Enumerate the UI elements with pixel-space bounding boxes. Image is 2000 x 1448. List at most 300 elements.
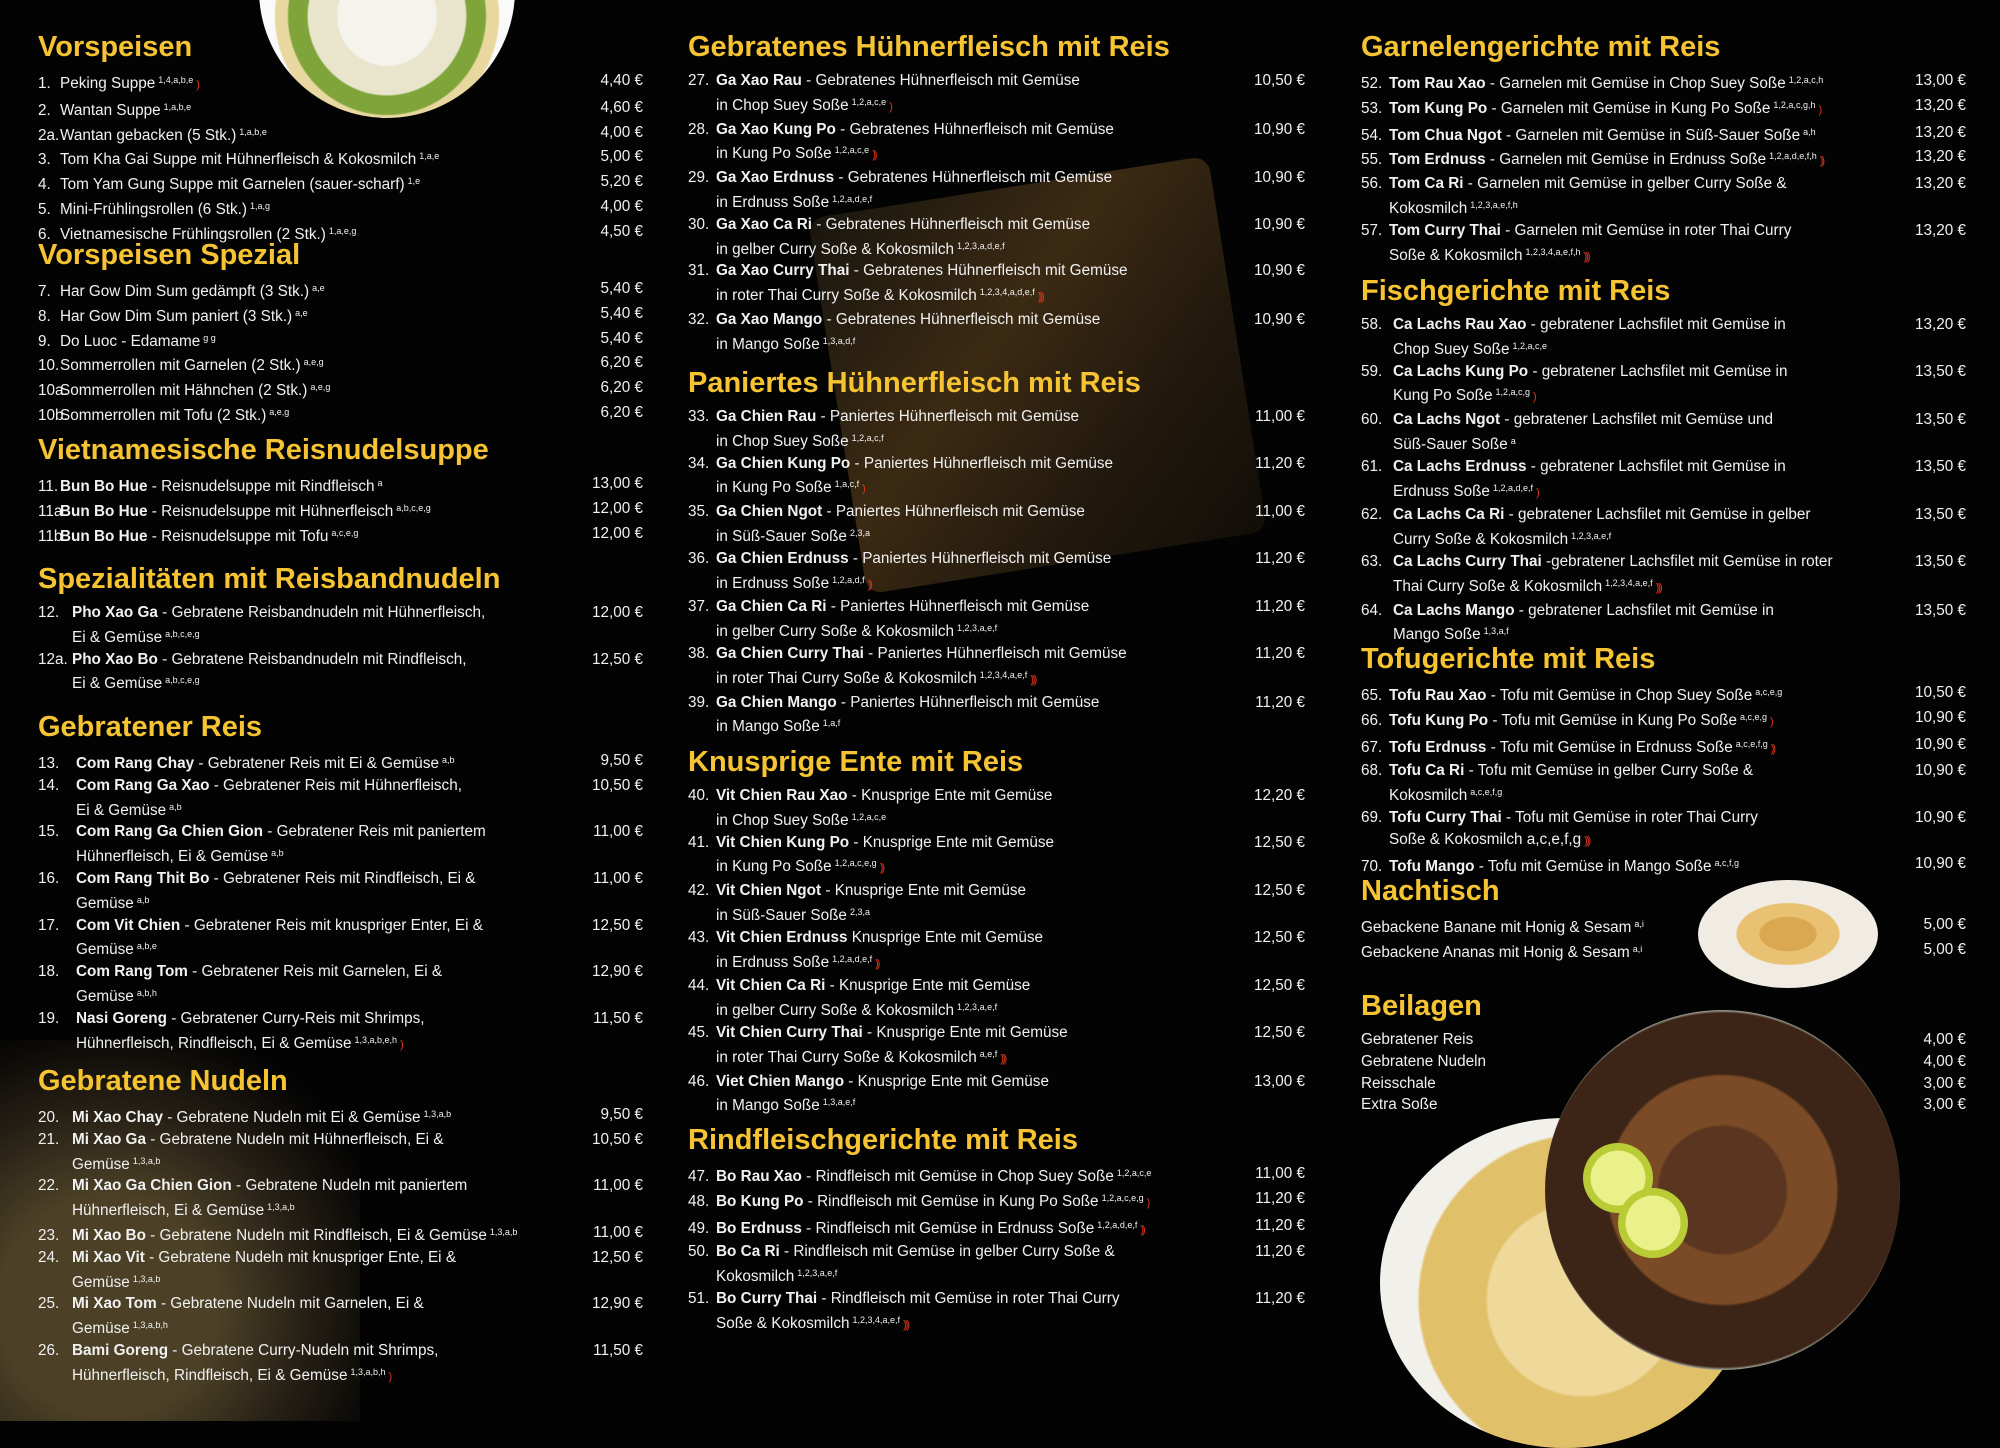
menu-item-list <box>1361 70 1966 268</box>
dish-name: Com Vit Chien <box>76 916 181 934</box>
item-price: 11,00 € <box>1255 408 1305 425</box>
dish-name: Pho Xao Ga <box>72 604 158 621</box>
menu-item-list <box>38 70 643 246</box>
dish-name: Ga Chien Erdnuss <box>716 549 849 567</box>
dish-description: Sommerrollen mit Hähnchen (2 Stk.) <box>60 382 308 400</box>
item-number: 63. <box>1361 552 1383 570</box>
item-price: 4,60 € <box>600 98 643 116</box>
menu-item <box>1361 314 1966 361</box>
item-price: 10,90 € <box>1914 708 1966 726</box>
menu-item-list <box>38 602 643 695</box>
dish-name: Mi Xao Tom <box>72 1295 157 1313</box>
item-price: 5,20 € <box>600 173 643 191</box>
menu-item <box>1361 551 1966 600</box>
allergen-codes: 1,3,a,b <box>423 1109 452 1119</box>
dish-description: - gebratener Lachsfilet mit Gemüse in gelber <box>1504 506 1811 524</box>
dish-description: - Gebratene Nudeln mit Rindfleisch, Ei & Gemüse <box>145 1226 487 1244</box>
menu-item <box>688 927 1305 976</box>
dish-description: Do Luoc - Edamame <box>60 332 201 350</box>
item-number: 46. <box>688 1072 710 1090</box>
item-price: 11,00 € <box>593 869 643 887</box>
menu-item-list <box>1361 314 1966 646</box>
item-price: 5,40 € <box>600 304 643 322</box>
chili-pepper-icon: ) <box>196 79 198 91</box>
dish-description: - gebratener Lachsfilet mit Gemüse und <box>1500 411 1774 429</box>
menu-item <box>38 1104 643 1129</box>
item-number: 1. <box>38 75 51 92</box>
dish-name: Ca Lachs Ngot <box>1393 411 1501 429</box>
dish-description-line-2: Kokosmilch <box>716 1268 795 1286</box>
chili-pepper-icon: ) <box>1770 715 1772 728</box>
dish-description-continued <box>1361 782 1878 807</box>
item-price: 12,20 € <box>1253 787 1305 804</box>
dish-name: Vit Chien Kung Po <box>716 833 850 851</box>
dish-description-line-2: in Kung Po Soße <box>716 858 832 876</box>
section-title: Garnelengerichte mit Reis <box>1361 31 1721 63</box>
dish-name: Pho Xao Bo <box>72 650 158 668</box>
dish-description-line-2: Ei & Gemüse <box>72 628 163 646</box>
dish-name: Ga Chien Mango <box>716 693 837 711</box>
dish-name: Ga Xao Erdnuss <box>716 169 835 187</box>
menu-item <box>1361 456 1966 505</box>
dish-name: Vit Chien Rau Xao <box>716 787 848 804</box>
menu-item <box>1361 1029 1966 1051</box>
dish-name: Ga Chien Ngot <box>716 503 823 521</box>
item-number: 66. <box>1361 711 1383 729</box>
chili-pepper-icon: ) <box>862 483 864 496</box>
dish-description-continued <box>1361 336 1878 361</box>
allergen-codes: a,i <box>1632 943 1643 954</box>
item-number: 38. <box>688 644 710 662</box>
dish-name: Ca Lachs Kung Po <box>1393 362 1529 380</box>
menu-item <box>1361 220 1966 269</box>
item-price: 13,20 € <box>1914 316 1966 333</box>
dish-description-line-2: Kung Po Soße <box>1393 387 1493 405</box>
item-price: 12,50 € <box>1253 928 1305 946</box>
dish-description-continued <box>1361 242 1878 269</box>
dish-name: Ca Lachs Erdnuss <box>1393 457 1527 475</box>
dish-description: - Gebratene Reisbandnudeln mit Rindfleisch, <box>157 650 467 668</box>
allergen-codes: 1,2,a,d,e,f,h <box>1769 151 1817 162</box>
dish-description: - Knusprige Ente mit Gemüse <box>825 977 1031 995</box>
allergen-codes: 1,2,a,c,g,h <box>1773 99 1816 110</box>
item-price: 13,50 € <box>1914 601 1966 619</box>
item-price: 4,50 € <box>600 222 643 240</box>
dish-description: Vietnamesische Frühlingsrollen (2 Stk.) <box>60 225 326 243</box>
dish-description-continued <box>688 665 1217 692</box>
item-number: 12. <box>38 604 60 621</box>
dish-description: - Rindfleisch mit Gemüse in roter Thai Curry <box>817 1289 1120 1307</box>
dish-description-continued <box>688 902 1217 927</box>
chili-pepper-icon: ))) <box>903 1318 909 1331</box>
dish-description: - Gebratene Nudeln mit Garnelen, Ei & <box>156 1295 424 1313</box>
item-number: 41. <box>688 833 710 851</box>
dish-description-continued <box>1361 431 1878 456</box>
dish-description: - Gebratener Reis mit Hühnerfleisch, <box>209 776 462 794</box>
dish-description-line-2: Soße & Kokosmilch a,c,e,f,g <box>1389 830 1582 848</box>
menu-item <box>688 692 1305 739</box>
item-number: 30. <box>688 215 710 233</box>
dish-description: - Gebratener Reis mit knuspriger Enter, Ei & <box>180 916 483 934</box>
menu-item-list <box>38 473 643 547</box>
menu-item <box>1361 70 1966 95</box>
section-title: Tofugerichte mit Reis <box>1361 643 1656 675</box>
menu-item <box>38 1340 643 1389</box>
dish-description-line-2: in Süß-Sauer Soße <box>716 527 847 545</box>
dish-description: - Rindfleisch mit Gemüse in gelber Curry Soße & <box>779 1243 1115 1261</box>
allergen-codes: 1,2,3,4,a,e,f <box>1605 577 1653 588</box>
item-number: 62. <box>1361 506 1383 524</box>
item-price: 5,00 € <box>1923 940 1966 958</box>
menu-item <box>1361 173 1966 220</box>
dish-name: Bun Bo Hue <box>60 478 148 495</box>
dish-name: Ga Xao Mango <box>716 310 823 328</box>
item-price: 11,00 € <box>593 823 643 841</box>
menu-item <box>38 961 643 1008</box>
item-price: 10,90 € <box>1914 735 1966 753</box>
item-price: 13,20 € <box>1914 123 1966 141</box>
menu-item-list <box>38 750 643 1056</box>
allergen-codes: 1,2,a,c,f <box>851 432 884 443</box>
item-price: 11,00 € <box>593 1223 643 1241</box>
chili-pepper-icon: ))) <box>1655 581 1661 594</box>
item-number: 12a. <box>38 650 68 668</box>
allergen-codes: 1,2,3,a,e,f,h <box>1470 199 1518 210</box>
dish-description: - Tofu mit Gemüse in Kung Po Soße <box>1488 711 1737 729</box>
menu-item <box>688 1241 1305 1288</box>
dish-description: Wantan gebacken (5 Stk.) <box>60 126 237 144</box>
dish-description-line-2: Süß-Sauer Soße <box>1393 435 1508 453</box>
dish-description-continued <box>688 997 1217 1022</box>
dish-description-continued <box>688 807 1217 832</box>
dish-description-continued <box>38 1197 555 1222</box>
allergen-codes: 1,2,3,a,e,f <box>957 623 998 634</box>
item-price: 13,50 € <box>1914 552 1966 570</box>
item-price: 12,50 € <box>591 650 643 668</box>
dish-description: - Paniertes Hühnerfleisch mit Gemüse <box>836 693 1100 711</box>
item-price: 4,00 € <box>600 123 643 141</box>
menu-item <box>1361 1094 1966 1116</box>
menu-item <box>38 1247 643 1294</box>
item-price: 13,20 € <box>1914 175 1966 193</box>
item-number: 3. <box>38 151 51 169</box>
item-price: 13,50 € <box>1914 457 1966 475</box>
menu-item <box>688 880 1305 927</box>
dish-description: - Tofu mit Gemüse in gelber Curry Soße & <box>1464 762 1754 780</box>
dish-description: - Gebratenes Hühnerfleisch mit Gemüse <box>812 215 1091 233</box>
item-number: 68. <box>1361 762 1383 780</box>
dish-description-line-2: Hühnerfleisch, Ei & Gemüse <box>72 1202 265 1220</box>
dish-name: Com Rang Chay <box>76 755 195 772</box>
item-number: 9. <box>38 332 51 350</box>
item-number: 57. <box>1361 221 1383 239</box>
section-title: Beilagen <box>1361 990 1482 1022</box>
allergen-codes: 1,2,a,c,e,g <box>834 858 877 869</box>
allergen-codes: a,c,e,g <box>1739 711 1767 722</box>
allergen-codes: 1,2,a,c,e,g <box>1101 1192 1144 1203</box>
dish-description: - Rindfleisch mit Gemüse in Chop Suey Soße <box>801 1168 1114 1185</box>
item-number: 10a. <box>38 382 68 400</box>
dish-description: - Paniertes Hühnerfleisch mit Gemüse <box>848 549 1112 567</box>
dish-name: Viet Chien Mango <box>716 1072 845 1090</box>
allergen-codes: g g <box>203 332 216 343</box>
item-price: 5,00 € <box>1923 916 1966 933</box>
dish-description: - Paniertes Hühnerfleisch mit Gemüse <box>816 408 1079 425</box>
dish-name: Com Rang Tom <box>76 963 188 981</box>
allergen-codes: a,b,h <box>136 987 157 998</box>
allergen-codes: 1,2,3,4,a,e,f <box>979 669 1028 680</box>
menu-item <box>688 1022 1305 1071</box>
dish-description: - Garnelen mit Gemüse in Chop Suey Soße <box>1485 75 1786 92</box>
menu-item <box>38 649 643 696</box>
dish-name: Ga Xao Rau <box>716 72 802 89</box>
allergen-codes: 1,a,f <box>822 718 841 729</box>
menu-item <box>38 1175 643 1222</box>
dish-description-continued <box>688 618 1217 643</box>
menu-item-list <box>1361 1029 1966 1116</box>
allergen-codes: a,c,e,g <box>1755 687 1783 697</box>
allergen-codes: 1,e <box>407 176 421 187</box>
dish-description: - Rindfleisch mit Gemüse in Erdnuss Soße <box>801 1219 1095 1237</box>
dish-description: Peking Suppe <box>60 75 156 92</box>
dish-description-continued <box>1361 526 1878 551</box>
menu-item <box>688 453 1305 502</box>
allergen-codes: 1,3,a,b <box>267 1202 295 1213</box>
dish-description-continued <box>688 236 1217 261</box>
item-price: 13,20 € <box>1914 221 1966 239</box>
dish-description-line-2: in Mango Soße <box>716 1097 820 1115</box>
item-number: 11. <box>38 478 59 495</box>
dish-name: Ga Chien Ca Ri <box>716 598 827 616</box>
dish-description: - Garnelen mit Gemüse in roter Thai Curry <box>1500 221 1792 239</box>
allergen-codes: 1,2,a,c,e <box>834 145 870 156</box>
dish-description-continued <box>688 189 1217 214</box>
allergen-codes: 1,2,a,c,g <box>1495 387 1531 398</box>
dish-description: - Gebratene Nudeln mit Ei & Gemüse <box>162 1109 421 1126</box>
menu-item <box>1361 760 1966 807</box>
dish-description: -gebratener Lachsfilet mit Gemüse in roter <box>1541 552 1833 570</box>
allergen-codes: 1,a,b,e <box>239 126 267 137</box>
item-number: 15. <box>38 823 60 841</box>
item-price: 12,50 € <box>1253 977 1305 995</box>
dish-description-continued <box>688 282 1217 309</box>
allergen-codes: 1,2,3,4,a,e,f,h <box>1525 246 1581 257</box>
item-number: 34. <box>688 454 710 472</box>
item-number: 55. <box>1361 151 1383 169</box>
dish-description: Reisschale <box>1361 1074 1436 1092</box>
menu-item <box>688 785 1305 832</box>
dish-name: Vit Chien Ngot <box>716 882 822 900</box>
menu-section <box>38 238 643 427</box>
dish-name: Mi Xao Ga <box>72 1130 146 1148</box>
dish-description: Extra Soße <box>1361 1096 1438 1114</box>
dish-name: Vit Chien Ca Ri <box>716 977 826 995</box>
item-price: 11,20 € <box>1255 1216 1305 1234</box>
allergen-codes: 1,2,a,d,e,f <box>832 193 873 204</box>
item-number: 42. <box>688 882 710 900</box>
item-number: 69. <box>1361 808 1383 826</box>
menu-item <box>38 97 643 122</box>
dish-name: Vit Chien Erdnuss <box>716 928 848 946</box>
menu-item <box>38 146 643 171</box>
menu-item <box>38 473 643 498</box>
allergen-codes: 1,2,3,a,d,e,f <box>957 240 1005 251</box>
item-price: 11,00 € <box>1255 1165 1305 1182</box>
menu-item <box>38 171 643 196</box>
allergen-codes: a,c,e,g <box>331 527 359 538</box>
dish-description: - Gebratene Nudeln mit knuspriger Ente, Ei & <box>144 1248 457 1266</box>
chili-pepper-icon: ) <box>1533 391 1535 404</box>
dish-name: Bun Bo Hue <box>60 527 148 545</box>
allergen-codes: 1,a,b,e <box>163 101 192 112</box>
chili-pepper-icon: ))) <box>1000 1052 1006 1065</box>
dish-name: Bo Erdnuss <box>716 1219 802 1237</box>
dish-name: Tom Erdnuss <box>1389 151 1486 169</box>
menu-item <box>1361 146 1966 173</box>
dish-description-line-2: in Erdnuss Soße <box>716 953 830 971</box>
dish-description-line-2: Mango Soße <box>1393 626 1481 644</box>
dish-name: Com Rang Ga Xao <box>76 776 210 794</box>
allergen-codes: a <box>1510 435 1516 446</box>
item-number: 22. <box>38 1177 60 1195</box>
lemon-slice-photo <box>1618 1188 1688 1258</box>
dish-description-line-2: Gemüse <box>72 1273 130 1291</box>
allergen-codes: 1,3,a,b <box>132 1273 161 1284</box>
chili-pepper-icon: )) <box>872 149 876 162</box>
dish-name: Bo Kung Po <box>716 1192 804 1210</box>
menu-item-list <box>1361 914 1966 964</box>
dish-description-line-2: Soße & Kokosmilch <box>716 1314 850 1332</box>
menu-item <box>38 303 643 328</box>
section-title: Nachtisch <box>1361 875 1500 907</box>
allergen-codes: 1,2,a,c,e <box>1116 1168 1152 1178</box>
dish-description-continued <box>1361 382 1878 409</box>
dish-description-line-2: in Süß-Sauer Soße <box>716 906 847 924</box>
item-number: 31. <box>688 262 710 280</box>
menu-item <box>1361 1051 1966 1073</box>
allergen-codes: a,e,f <box>979 1048 998 1059</box>
dish-description-continued <box>688 570 1217 597</box>
item-price: 12,00 € <box>591 524 643 542</box>
allergen-codes: 1,2,3,a,e,f <box>1571 531 1612 542</box>
item-price: 10,90 € <box>1253 120 1305 138</box>
dish-description-line-2: Kokosmilch <box>1389 199 1468 217</box>
allergen-codes: a,c,f,g <box>1714 857 1739 868</box>
dish-name: Tofu Ca Ri <box>1389 762 1465 780</box>
item-price: 10,90 € <box>1253 169 1305 187</box>
dish-description-line-2: Gemüse <box>76 894 134 912</box>
dish-description-line-2: Hühnerfleisch, Ei & Gemüse <box>76 848 269 866</box>
allergen-codes: 2,3,a <box>849 527 870 538</box>
dish-name: Tom Curry Thai <box>1389 221 1501 239</box>
dish-description-line-2: Ei & Gemüse <box>76 801 167 819</box>
item-price: 13,50 € <box>1914 506 1966 524</box>
allergen-codes: a,b <box>271 848 284 859</box>
menu-section <box>1361 642 1966 877</box>
menu-section <box>1361 989 1966 1116</box>
item-price: 4,00 € <box>1923 1031 1966 1048</box>
dish-description: - Paniertes Hühnerfleisch mit Gemüse <box>850 454 1113 472</box>
dish-name: Ga Chien Curry Thai <box>716 644 864 662</box>
dish-description: - Garnelen mit Gemüse in Erdnuss Soße <box>1485 151 1767 169</box>
dish-description-line-2: Gemüse <box>72 1320 130 1338</box>
item-price: 13,20 € <box>1914 148 1966 166</box>
dish-description-continued <box>38 983 555 1008</box>
dish-name: Ga Xao Ca Ri <box>716 215 813 233</box>
chili-pepper-icon: )) <box>875 957 879 970</box>
dish-description: - gebratener Lachsfilet mit Gemüse in <box>1526 316 1786 333</box>
item-number: 40. <box>688 787 710 804</box>
allergen-codes: a,i <box>1634 919 1644 929</box>
dish-name: Tom Ca Ri <box>1389 175 1464 193</box>
menu-item <box>1361 122 1966 147</box>
menu-item <box>1361 914 1966 939</box>
dish-description-line-2: in gelber Curry Soße & Kokosmilch <box>716 240 955 258</box>
allergen-codes: 1,3,a,d,f <box>822 335 856 346</box>
dish-description-line-2: Curry Soße & Kokosmilch <box>1393 531 1569 549</box>
allergen-codes: 1,a,c,f <box>834 479 860 490</box>
item-price: 12,50 € <box>591 916 643 934</box>
item-number: 21. <box>38 1130 60 1148</box>
allergen-codes: 1,3,a,b,h <box>132 1320 168 1331</box>
item-number: 20. <box>38 1109 60 1126</box>
allergen-codes: 1,3,a,e,f <box>822 1097 856 1108</box>
item-price: 13,50 € <box>1914 362 1966 380</box>
chili-pepper-icon: )) <box>879 862 884 875</box>
item-price: 13,20 € <box>1914 96 1966 114</box>
menu-section <box>1361 274 1966 646</box>
chili-pepper-icon: )) <box>1770 742 1775 755</box>
allergen-codes: 1,2,a,c,h <box>1788 75 1824 85</box>
dish-description-line-2: Hühnerfleisch, Rindfleisch, Ei & Gemüse <box>72 1366 348 1384</box>
dish-description: Gebratener Reis <box>1361 1031 1474 1048</box>
chili-pepper-icon: )) <box>867 578 871 591</box>
dish-description-continued <box>38 1030 555 1057</box>
dish-description: - Knusprige Ente mit Gemüse <box>862 1023 1068 1041</box>
item-number: 59. <box>1361 362 1383 380</box>
item-number: 39. <box>688 693 710 711</box>
dish-name: Tofu Rau Xao <box>1389 687 1487 704</box>
section-title: Fischgerichte mit Reis <box>1361 275 1671 307</box>
menu-item <box>1361 807 1966 853</box>
menu-item-list <box>688 1163 1305 1337</box>
menu-item <box>1361 600 1966 647</box>
item-number: 45. <box>688 1023 710 1041</box>
allergen-codes: a,e <box>312 283 325 293</box>
dish-description-line-2: in Erdnuss Soße <box>716 193 830 211</box>
item-price: 10,50 € <box>1253 72 1305 89</box>
item-price: 6,20 € <box>600 354 643 372</box>
item-price: 13,50 € <box>1914 411 1966 429</box>
allergen-codes: 2,3,a <box>849 906 870 917</box>
chili-pepper-icon: )) <box>1819 155 1824 168</box>
dish-name: Ga Xao Curry Thai <box>716 262 850 280</box>
menu-item <box>38 377 643 402</box>
menu-item <box>688 309 1305 356</box>
section-title: Gebratener Reis <box>38 711 263 743</box>
allergen-codes: 1,3,a,f <box>1483 626 1509 637</box>
dish-description-line-2: in roter Thai Curry Soße & Kokosmilch <box>716 669 977 687</box>
item-price: 10,90 € <box>1253 215 1305 233</box>
dish-description: - Gebratener Curry-Reis mit Shrimps, <box>166 1009 425 1027</box>
dish-description-line-2: in Chop Suey Soße <box>716 811 849 829</box>
dish-description-line-2: in Mango Soße <box>716 718 820 736</box>
dish-description-continued <box>38 890 555 915</box>
dish-name: Mi Xao Chay <box>72 1109 163 1126</box>
allergen-codes: a,e,g <box>303 357 324 368</box>
dish-description-continued <box>1361 829 1878 853</box>
item-number: 2a. <box>38 126 60 144</box>
